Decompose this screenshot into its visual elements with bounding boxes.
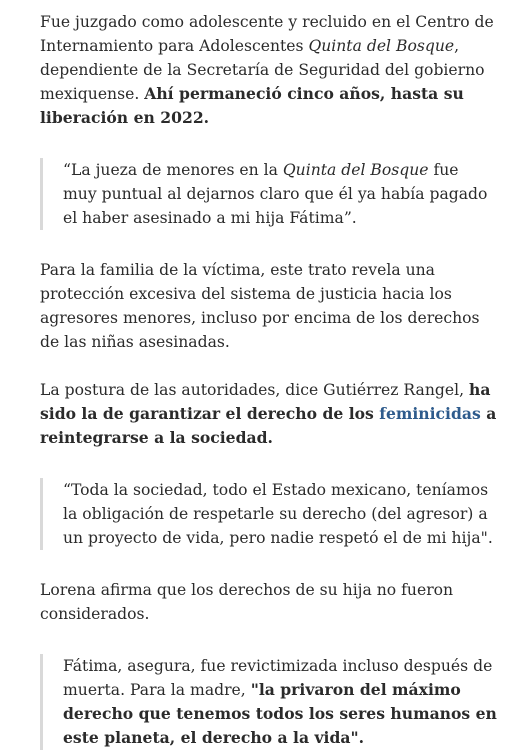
paragraph-3-text-a: La postura de las autoridades, dice Gutiérrez Rangel, <box>40 381 469 399</box>
blockquote-1-text <box>63 158 497 230</box>
paragraph-4: Lorena afirma que los derechos de su hija no fueron considerados. <box>40 581 454 623</box>
paragraph-3 <box>40 378 497 450</box>
feminicidas-link[interactable]: feminicidas <box>379 404 481 423</box>
blockquote-3 <box>40 654 497 750</box>
blockquote-2 <box>40 478 497 550</box>
paragraph-2: Para la familia de la víctima, este trato revela una protección excesiva del sistema de justicia hacia los agresores menores, incluso por encima de los derechos de las niñas asesinadas. <box>40 261 480 351</box>
paragraph-1-text-b: , dependiente de la Secretaría de Seguridad del gobierno mexiquense. <box>40 37 485 103</box>
paragraph-1-text-a: Fue juzgado como adolescente y recluido en el Centro de Internamiento para Adolescentes <box>40 13 494 55</box>
paragraph-3-highlight-text-b: a reintegrarse a la sociedad. <box>40 404 497 447</box>
blockquote-1-institution-name: Quinta del Bosque <box>282 161 429 179</box>
blockquote-3-text <box>63 654 497 750</box>
paragraph-1 <box>40 10 497 130</box>
blockquote-3-text-a: Fátima, asegura, fue revictimizada incluso después de muerta. Para la madre, <box>63 657 493 699</box>
paragraph-1-highlight: Ahí permaneció cinco años, hasta su liberación en 2022. <box>40 84 464 127</box>
blockquote-1-text-b: fue muy puntual al dejarnos claro que él ya había pagado el haber asesinado a mi hija Fátima”. <box>63 161 488 227</box>
blockquote-1 <box>40 158 497 230</box>
blockquote-1-text-a: “La jueza de menores en la <box>63 161 283 179</box>
paragraph-3-highlight-text-a: ha sido la de garantizar el derecho de los <box>40 380 491 423</box>
blockquote-2-text: “Toda la sociedad, todo el Estado mexicano, teníamos la obligación de respetarle su derecho (del agresor) a un proyecto de vida, pero nadie respetó el de mi hija". <box>63 481 493 547</box>
paragraph-1-institution-name: Quinta del Bosque <box>308 37 455 55</box>
blockquote-3-highlight: "la privaron del máximo derecho que tenemos todos los seres humanos en este planeta, el derecho a la vida". <box>63 680 497 747</box>
